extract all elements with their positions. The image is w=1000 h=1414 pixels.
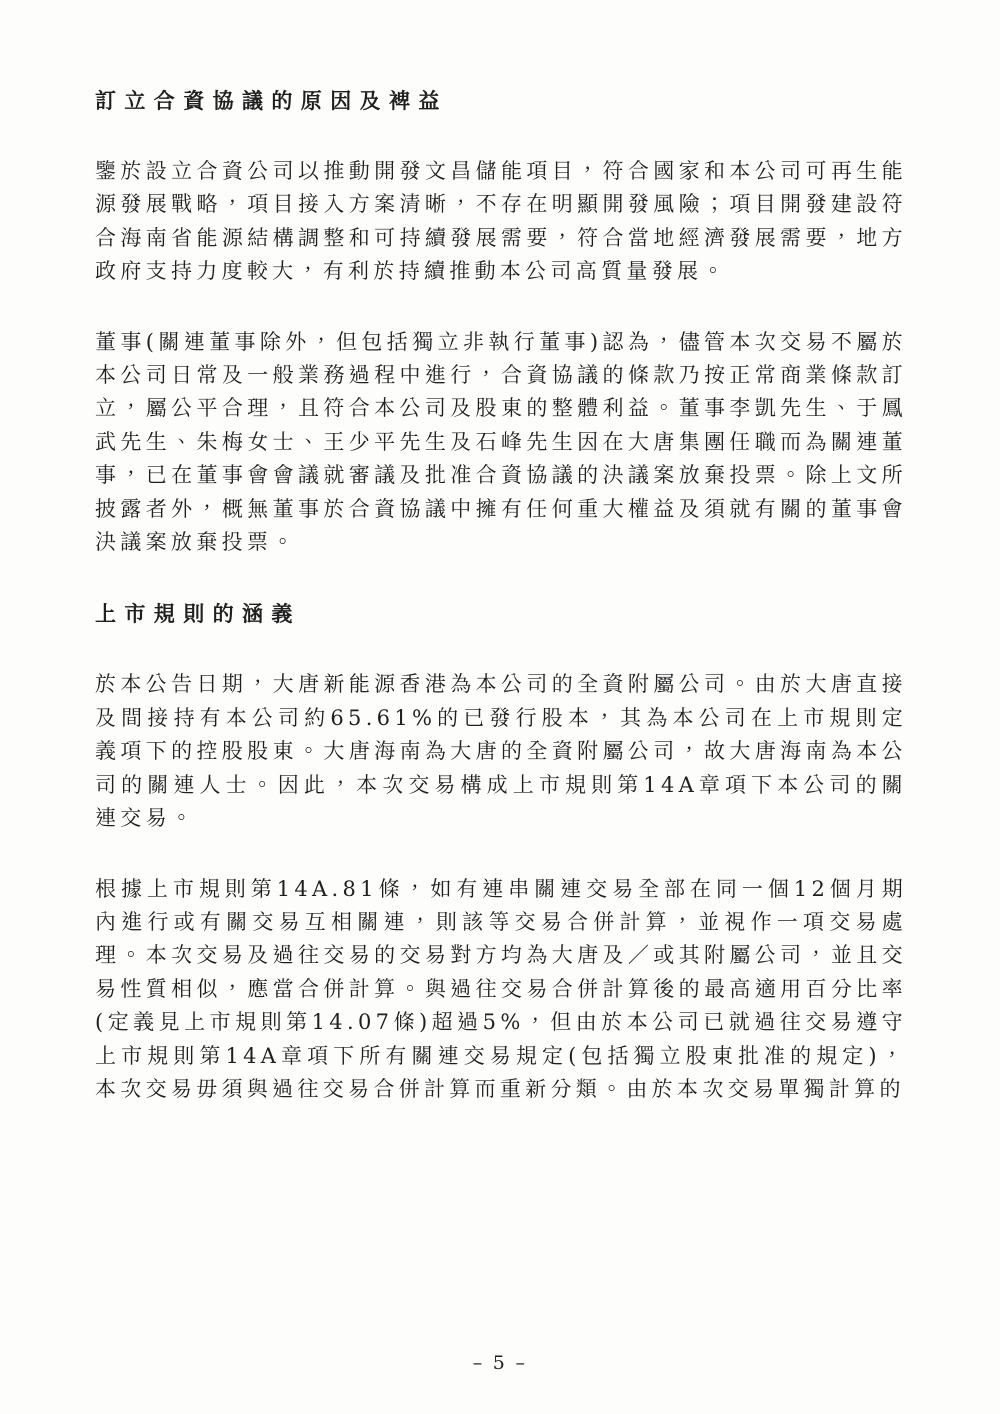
paragraph-project-rationale: 鑒於設立合資公司以推動開發文昌儲能項目，符合國家和本公司可再生能源發展戰略，項目接入方案清晰，不存在明顯開發風險；項目開發建設符合海南省能源結構調整和可持續發展需要，符合當地經濟發展需要，地方政府支持力度較大，有利於持續推動本公司高質量發展。: [95, 159, 907, 284]
section-heading-reasons-benefits: 訂立合資協議的原因及裨益: [95, 88, 448, 113]
page-number: – 5 –: [472, 1352, 528, 1374]
paragraph-aggregation-rule-14a81: 根據上市規則第14A.81條，如有連串關連交易全部在同一個12個月期內進行或有關交易互相關連，則該等交易合併計算，並視作一項交易處理。本次交易及過往交易的交易對方均為大唐及／或其附屬公司，並且交易性質相似，應當合併計算。與過往交易合併計算後的最高適用百分比率(定義見上市規則第14.07條)超過5%，但由於本公司已就過往交易遵守上市規則第14A章項下所有關連交易規定(包括獨立股東批准的規定)，本次交易毋須與過往交易合併計算而重新分類。由於本次交易單獨計算的: [95, 876, 907, 1101]
page-content: [95, 88, 907, 1106]
paragraph-directors-view: 董事(關連董事除外，但包括獨立非執行董事)認為，儘管本次交易不屬於本公司日常及一般業務過程中進行，合資協議的條款乃按正常商業條款訂立，屬公平合理，且符合本公司及股東的整體利益。董事李凱先生、于鳳武先生、朱梅女士、王少平先生及石峰先生因在大唐集團任職而為關連董事，已在董事會會議就審議及批准合資協議的決議案放棄投票。除上文所披露者外，概無董事於合資協議中擁有任何重大權益及須就有關的董事會決議案放棄投票。: [95, 329, 907, 555]
paragraph-connected-transaction: 於本公告日期，大唐新能源香港為本公司的全資附屬公司。由於大唐直接及間接持有本公司約65.61%的已發行股本，其為本公司在上市規則定義項下的控股股東。大唐海南為大唐的全資附屬公司，故大唐海南為本公司的關連人士。因此，本次交易構成上市規則第14A章項下本公司的關連交易。: [95, 672, 907, 831]
section-heading-listing-rules-implications: 上市規則的涵義: [95, 601, 301, 627]
